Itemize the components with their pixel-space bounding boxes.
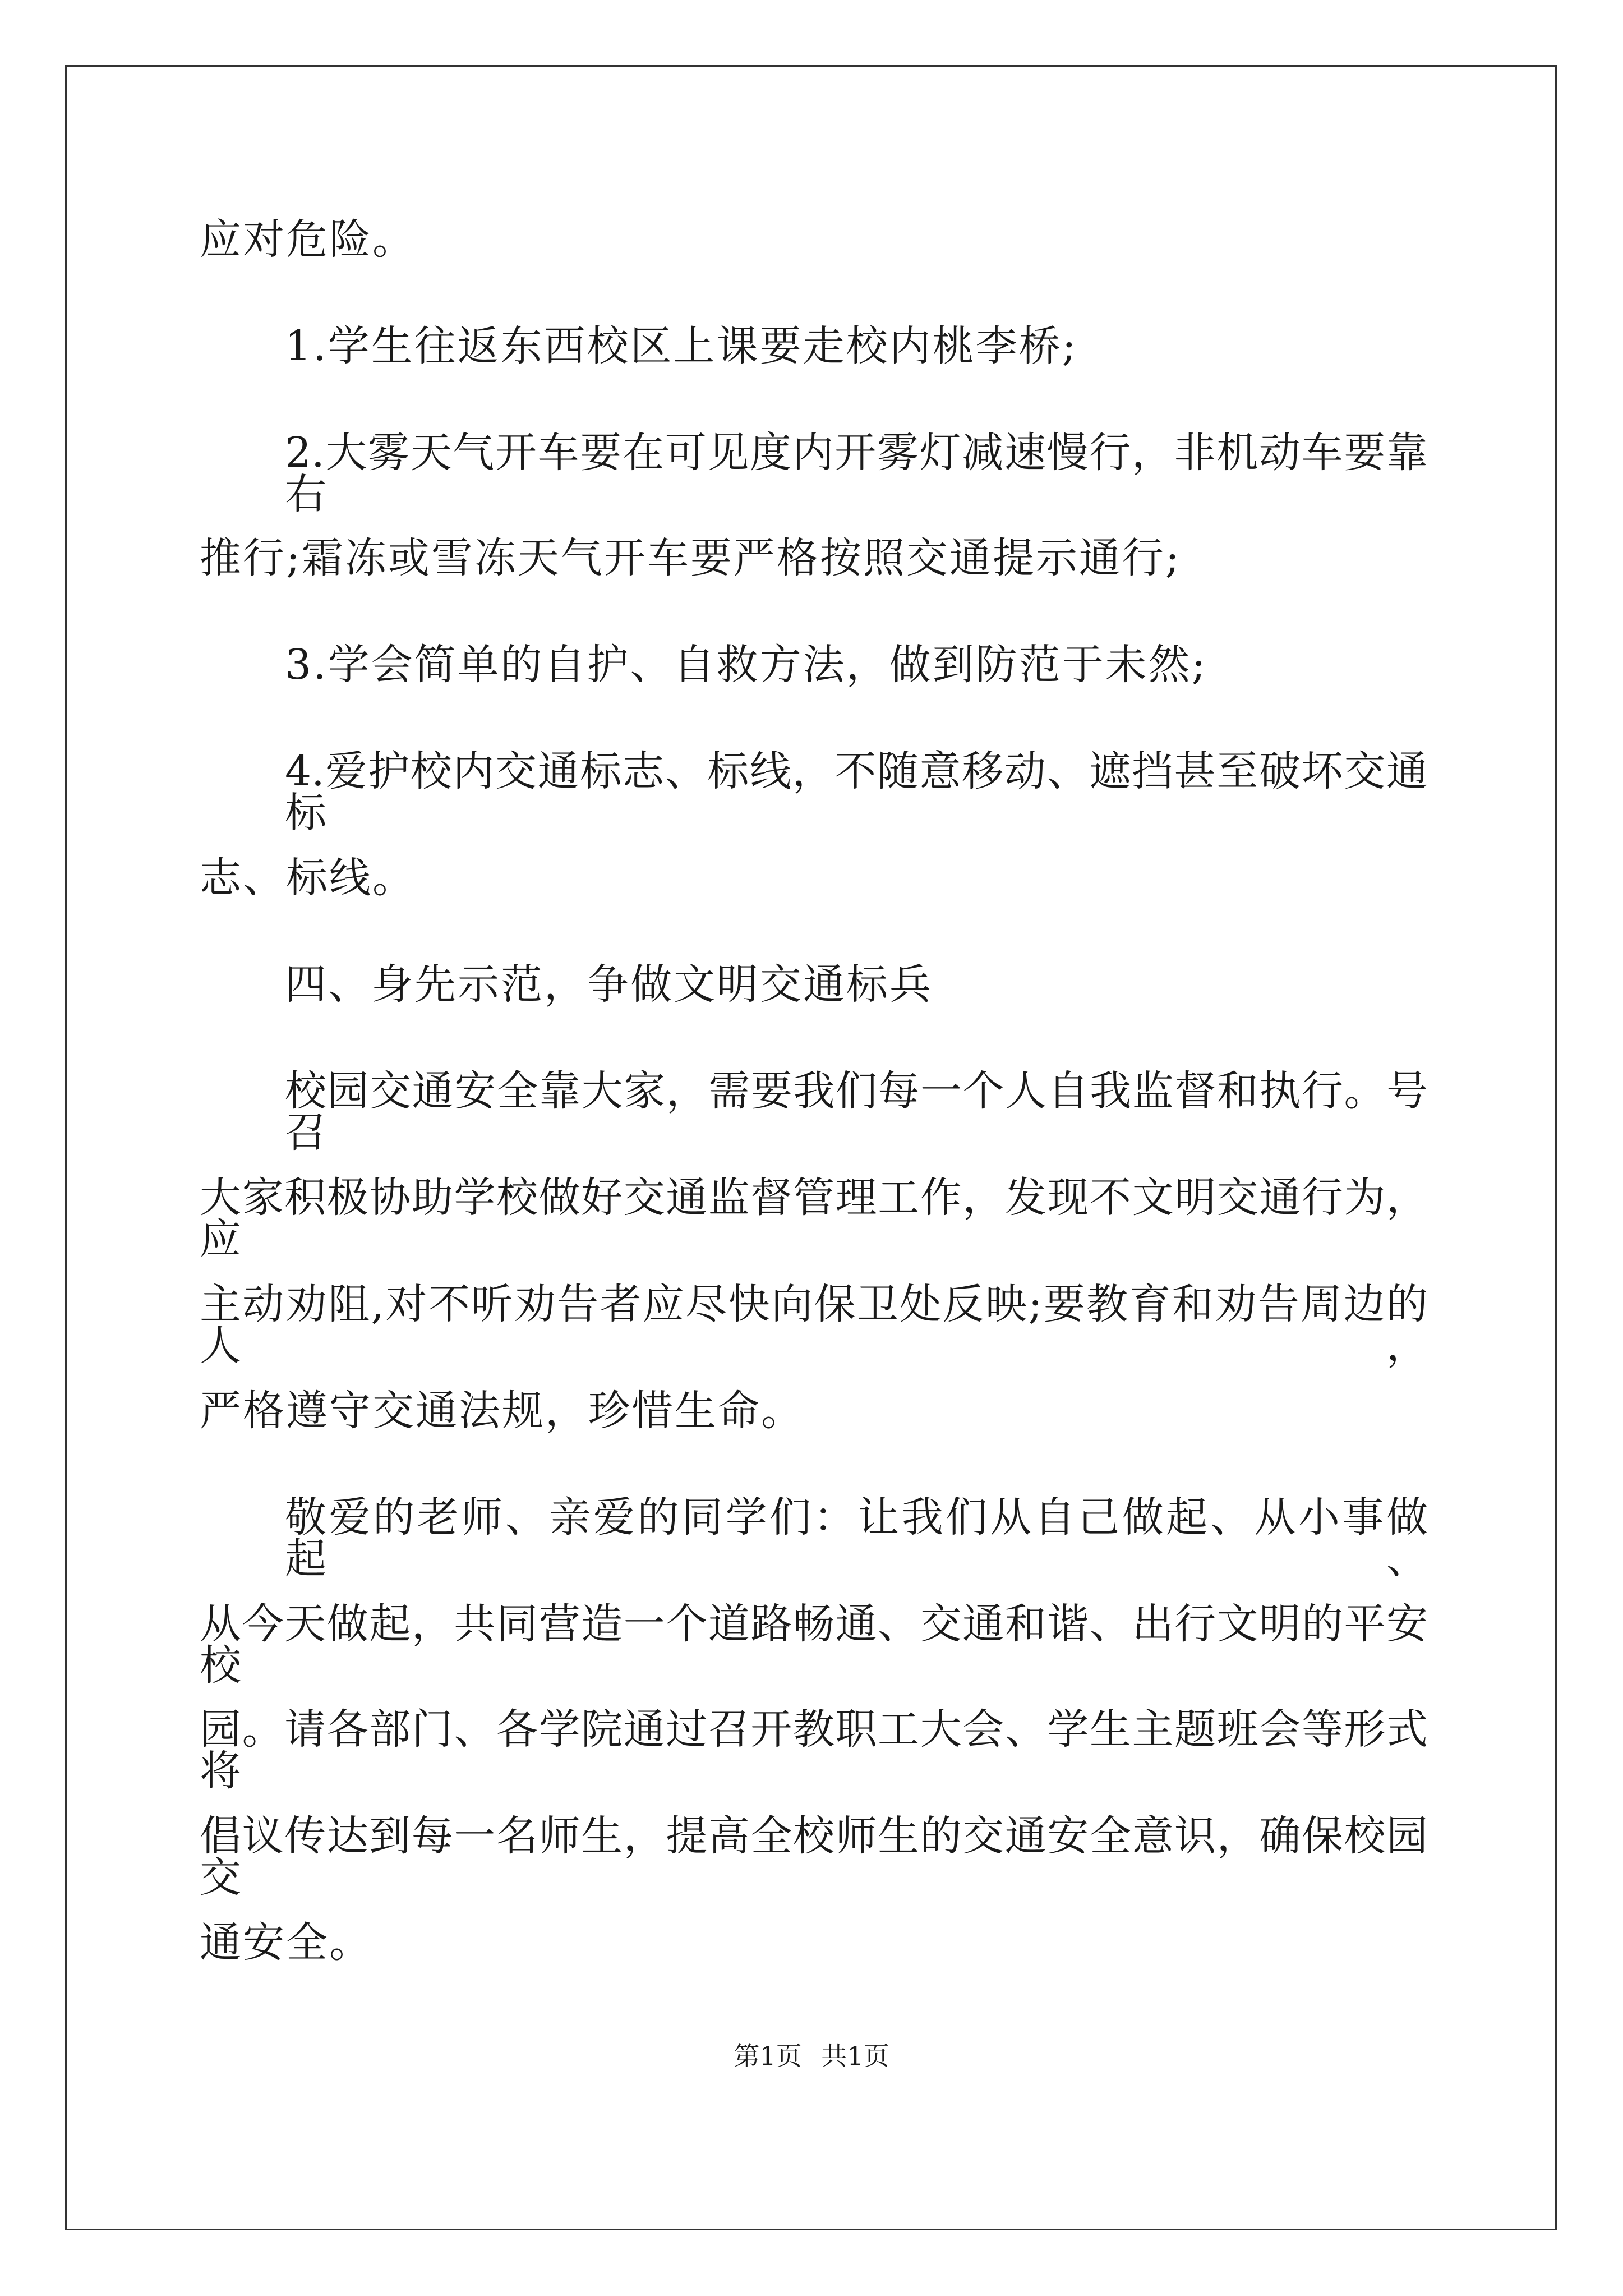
text-line: 大家积极协助学校做好交通监督管理工作，发现不文明交通行为，应 bbox=[200, 1174, 1428, 1263]
text-line: 倡议传达到每一名师生，提高全校师生的交通安全意识，确保校园交 bbox=[200, 1812, 1428, 1902]
text-line: 敬爱的老师、亲爱的同学们：让我们从自己做起、从小事做起、 bbox=[285, 1493, 1428, 1583]
text-line: 应对危险。 bbox=[200, 215, 416, 264]
page-total: 共1页 bbox=[821, 2041, 889, 2071]
text-line: 主动劝阻,对不听劝告者应尽快向保卫处反映;要教育和劝告周边的人， bbox=[200, 1280, 1428, 1370]
page-number: 第1页 bbox=[734, 2041, 802, 2071]
text-line: 校园交通安全靠大家，需要我们每一个人自我监督和执行。号召 bbox=[285, 1067, 1428, 1157]
text-line: 通安全。 bbox=[200, 1918, 372, 1967]
page-footer bbox=[0, 2043, 1623, 2069]
text-line: 志、标线。 bbox=[200, 854, 416, 902]
text-line: 严格遵守交通法规，珍惜生命。 bbox=[200, 1387, 804, 1435]
text-line: 园。请各部门、各学院通过召开教职工大会、学生主题班会等形式将 bbox=[200, 1705, 1428, 1795]
text-line: 从今天做起，共同营造一个道路畅通、交通和谐、出行文明的平安校 bbox=[200, 1600, 1428, 1690]
text-line: 推行;霜冻或雪冻天气开车要严格按照交通提示通行; bbox=[200, 534, 1181, 582]
list-item: 1.学生往返东西校区上课要走校内桃李桥; bbox=[285, 322, 1078, 370]
list-item: 2.大雾天气开车要在可见度内开雾灯减速慢行，非机动车要靠右 bbox=[285, 429, 1428, 518]
list-item: 3.学会简单的自护、自救方法，做到防范于未然; bbox=[285, 641, 1207, 689]
section-heading: 四、身先示范，争做文明交通标兵 bbox=[285, 960, 933, 1009]
list-item: 4.爱护校内交通标志、标线，不随意移动、遮挡甚至破坏交通标 bbox=[285, 747, 1428, 837]
